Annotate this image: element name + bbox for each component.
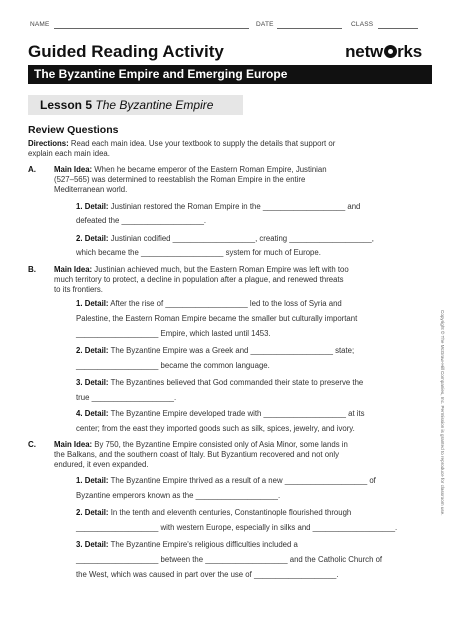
detail-c1-line[interactable]: Byzantine emperors known as the ___________________. <box>76 491 281 500</box>
section-a-marker: A. <box>28 165 36 174</box>
brand-logo: netw rks <box>345 42 422 61</box>
class-label: CLASS <box>351 21 374 28</box>
detail-c2-line[interactable]: ___________________ with western Europe, especially in silks and ___________________. <box>76 523 398 532</box>
date-field[interactable] <box>277 28 342 29</box>
section-b-main-idea-line: much territory to protect, a decline in population after a plague, and renewed threats <box>54 275 344 284</box>
section-a-main-idea-line: (527–565) was determined to reestablish the Roman Empire in the entire <box>54 175 306 184</box>
section-b-marker: B. <box>28 265 36 274</box>
detail-b3-line[interactable]: true ___________________. <box>76 393 177 402</box>
detail-b4-line[interactable]: center; from the east they imported goods such as silk, spices, jewelry, and ivory. <box>76 424 355 433</box>
detail-b4[interactable]: 4. Detail: The Byzantine Empire developed trade with ___________________ at its <box>76 409 365 418</box>
section-a-main-idea-line: Mediterranean world. <box>54 185 128 194</box>
lesson-label: Lesson 5 <box>40 98 93 112</box>
chapter-title: The Byzantine Empire and Emerging Europe <box>34 67 288 81</box>
detail-c3-line[interactable]: ___________________ between the ___________________ and the Catholic Church of <box>76 555 383 564</box>
section-a-main-idea: Main Idea: When he became emperor of the Eastern Roman Empire, Justinian <box>54 165 327 174</box>
review-heading: Review Questions <box>28 124 119 136</box>
detail-c3[interactable]: 3. Detail: The Byzantine Empire's religious difficulties included a <box>76 540 298 549</box>
directions: Directions: Read each main idea. Use your textbook to supply the details that support or <box>28 139 336 148</box>
section-b-main-idea-line: to its frontiers. <box>54 285 103 294</box>
section-c-main-idea-line: endured, it even expanded. <box>54 460 149 469</box>
detail-c2[interactable]: 2. Detail: In the tenth and eleventh centuries, Constantinople flourished through <box>76 508 352 517</box>
section-c-main-idea-line: the Balkans, and the southern coast of Italy. But Byzantium recovered and not only <box>54 450 340 459</box>
detail-b1-line[interactable]: Palestine, the Eastern Roman Empire became the smaller but culturally important <box>76 314 358 323</box>
brand-o-icon <box>384 45 397 58</box>
detail-b1[interactable]: 1. Detail: After the rise of ___________________ led to the loss of Syria and <box>76 299 342 308</box>
directions-line-2: explain each main idea. <box>28 149 110 158</box>
detail-a2[interactable]: 2. Detail: Justinian codified ___________________, creating ___________________, <box>76 234 374 243</box>
date-label: DATE <box>256 21 274 28</box>
page-title: Guided Reading Activity <box>28 42 224 61</box>
detail-b2-line[interactable]: ___________________ became the common language. <box>76 361 270 370</box>
section-c-marker: C. <box>28 440 36 449</box>
detail-b2[interactable]: 2. Detail: The Byzantine Empire was a Greek and ___________________ state; <box>76 346 355 355</box>
chapter-banner <box>28 65 432 84</box>
detail-a1-line[interactable]: defeated the ___________________. <box>76 216 207 225</box>
detail-c1[interactable]: 1. Detail: The Byzantine Empire thrived as a result of a new ___________________ of <box>76 476 376 485</box>
detail-b3[interactable]: 3. Detail: The Byzantines believed that God commanded their state to preserve the <box>76 378 364 387</box>
detail-a2-line[interactable]: which became the ___________________ system for much of Europe. <box>76 248 321 257</box>
lesson-name: The Byzantine Empire <box>95 98 214 112</box>
section-b-main-idea: Main Idea: Justinian achieved much, but the Eastern Roman Empire was left with too <box>54 265 349 274</box>
detail-b1-line[interactable]: ___________________ Empire, which lasted until 1453. <box>76 329 271 338</box>
name-label: NAME <box>30 21 50 28</box>
detail-c3-line[interactable]: the West, which was caused in part over the use of ___________________. <box>76 570 339 579</box>
class-field[interactable] <box>378 28 418 29</box>
section-c-main-idea: Main Idea: By 750, the Byzantine Empire consisted only of Asia Minor, some lands in <box>54 440 348 449</box>
lesson-box <box>28 95 243 115</box>
name-field[interactable] <box>54 28 249 29</box>
copyright-notice: Copyright © The McGraw-Hill Companies, Inc. Permission is granted to reproduce for classroom use. <box>440 310 445 516</box>
detail-a1[interactable]: 1. Detail: Justinian restored the Roman Empire in the ___________________ and <box>76 202 361 211</box>
